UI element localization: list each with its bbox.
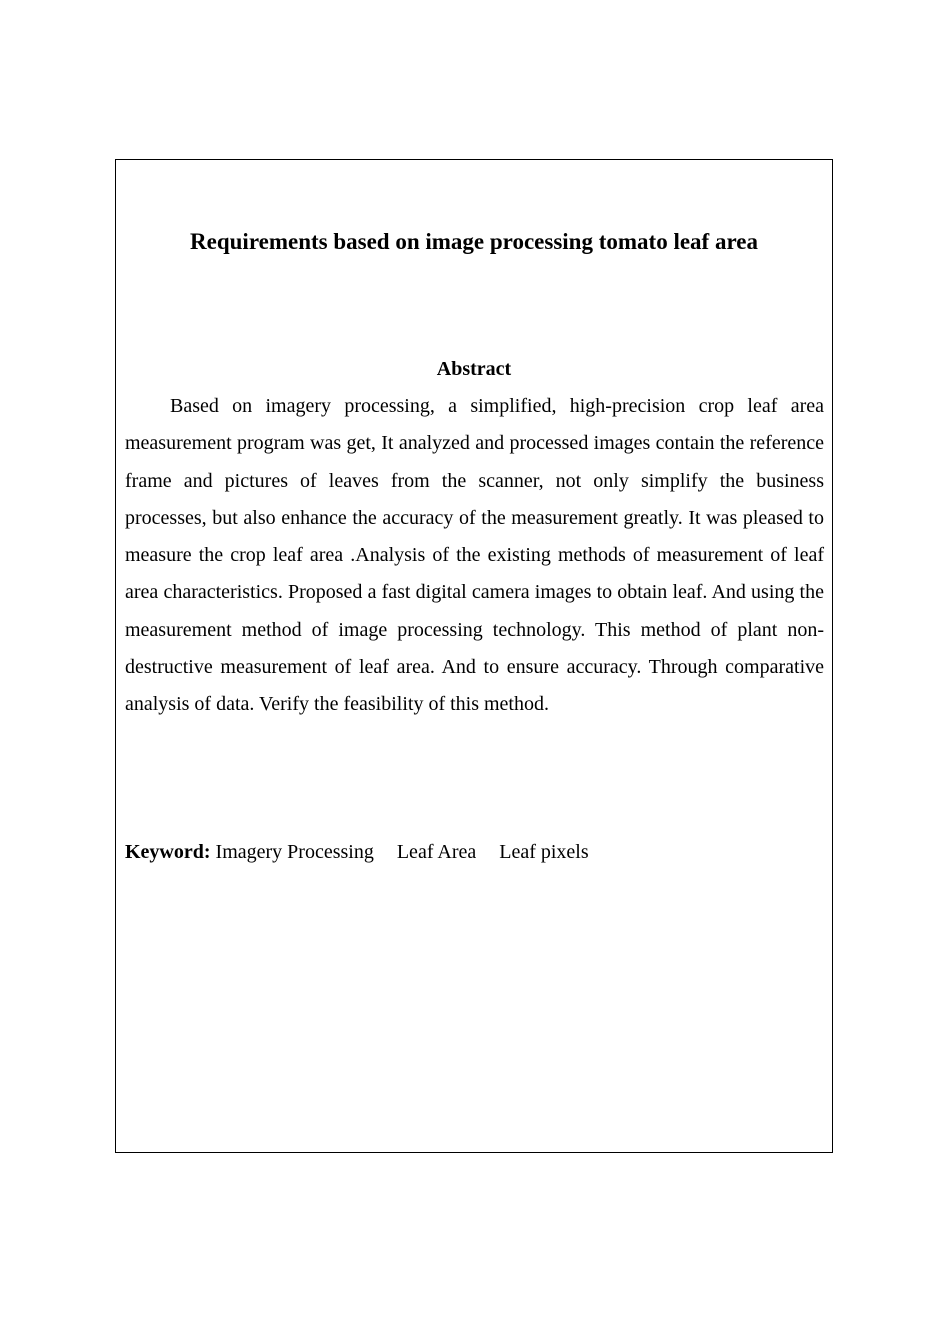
keyword-item: Imagery Processing	[215, 841, 374, 863]
abstract-heading: Abstract	[436, 358, 512, 380]
abstract-page-frame	[115, 159, 833, 1153]
keyword-item: Leaf pixels	[499, 841, 589, 863]
keyword-item: Leaf Area	[396, 841, 477, 863]
keywords-line	[125, 837, 607, 867]
abstract-body: Based on imagery processing, a simplified, high-precision crop leaf area measurement program was get, It analyzed and processed images contain the reference frame and pictures of leaves from the scanner, not only simplify the business processes, but also enhance the accuracy of the measurement greatly. It was pleased to measure the crop leaf area .Analysis of the existing methods of measurement of leaf area characteristics. Proposed a fast digital camera images to obtain leaf. And using the measurement method of image processing technology. This method of plant non-destructive measurement of leaf area. And to ensure accuracy. Through comparative analysis of data. Verify the feasibility of this method.	[125, 395, 824, 716]
keywords-label: Keyword:	[125, 841, 211, 863]
paper-title: Requirements based on image processing tomato leaf area	[190, 229, 758, 254]
